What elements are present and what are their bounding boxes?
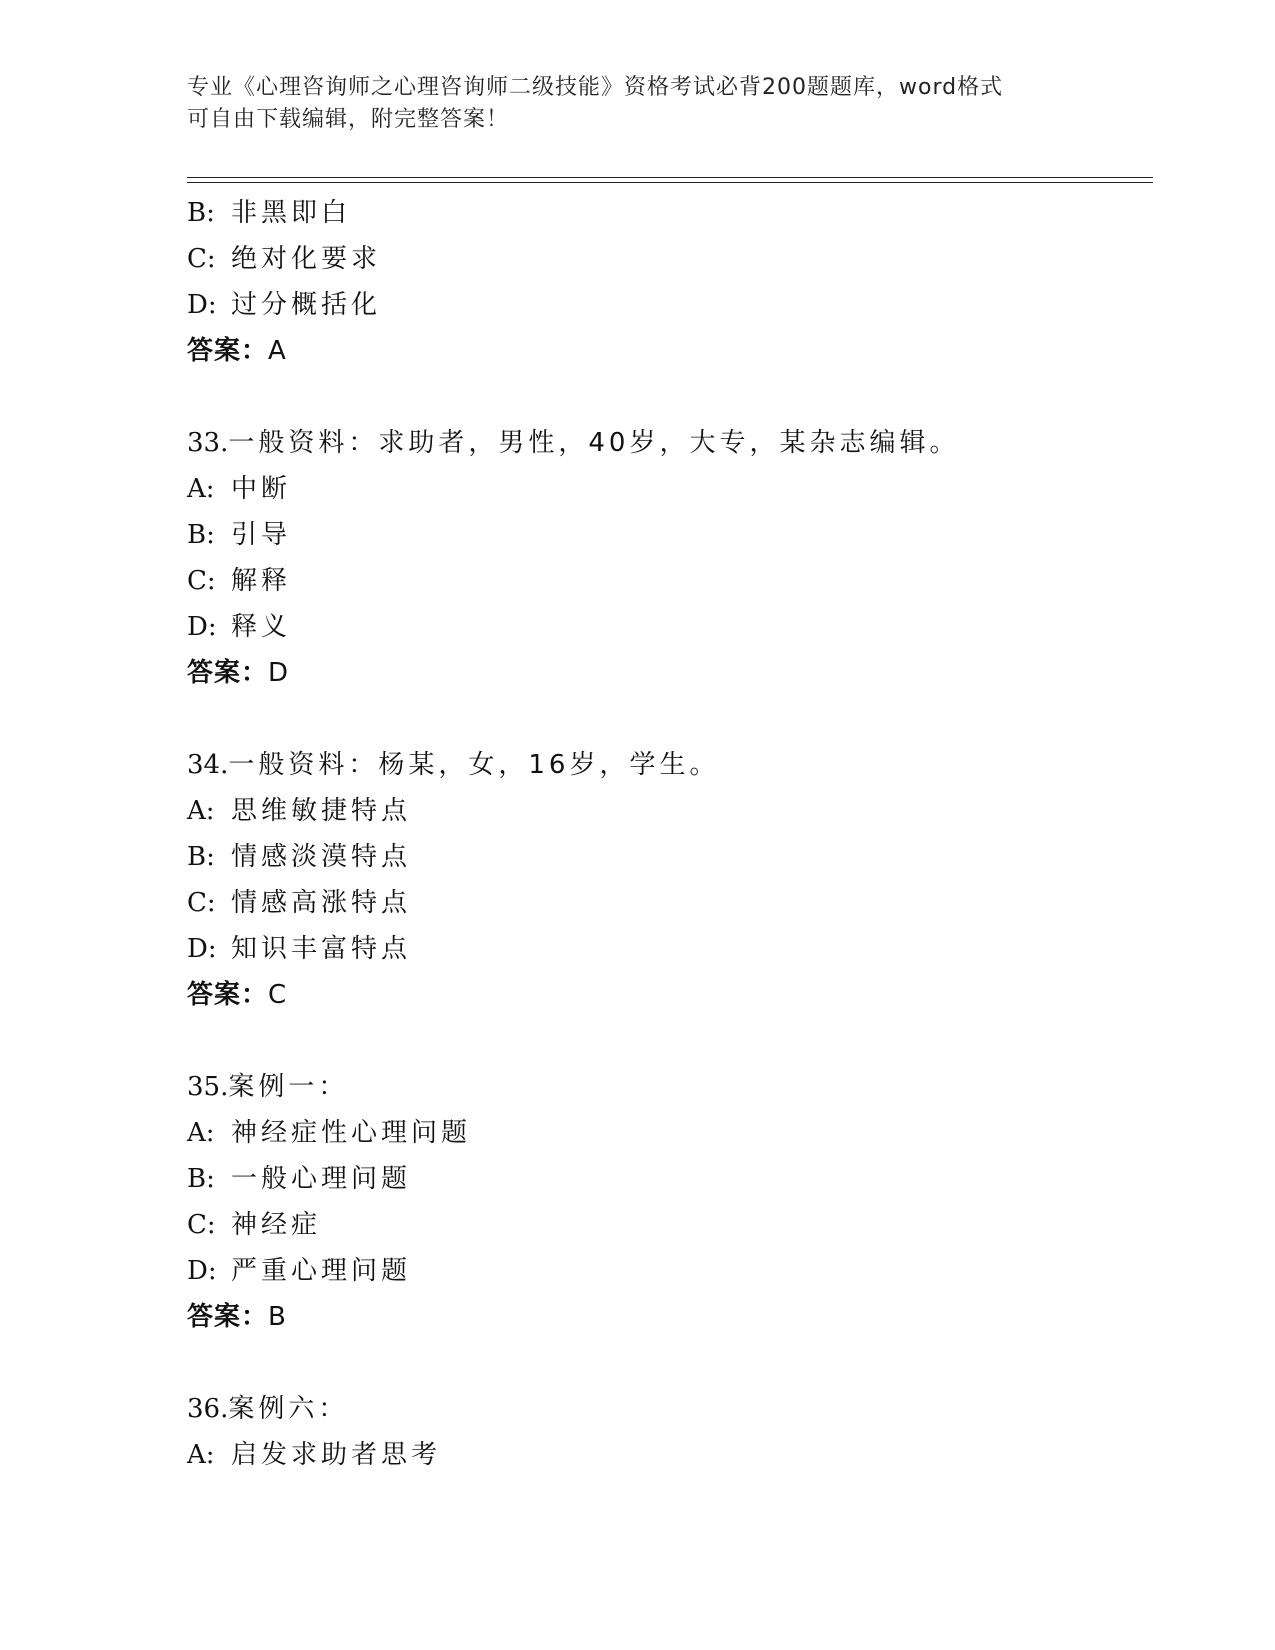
- option-text: 严重心理问题: [231, 1256, 412, 1286]
- option-letter: B:: [187, 842, 215, 872]
- question-35: [187, 1064, 1147, 1340]
- answer-row: [187, 1294, 1147, 1340]
- option-text: 启发求助者思考: [231, 1440, 442, 1470]
- option-letter: A:: [187, 796, 215, 826]
- option-letter: D:: [187, 1256, 217, 1286]
- option-text: 中断: [231, 474, 292, 504]
- option-text: 释义: [231, 612, 292, 642]
- question-stem: [187, 742, 1147, 788]
- question-33: [187, 420, 1147, 696]
- option-letter: B:: [187, 198, 215, 228]
- option-text: 非黑即白: [231, 198, 352, 228]
- question-stem: [187, 1064, 1147, 1110]
- answer-row: [187, 650, 1147, 696]
- question-number: 34.: [187, 750, 229, 780]
- option-letter: D:: [187, 612, 217, 642]
- option-letter: B:: [187, 520, 215, 550]
- answer-value: C: [268, 980, 288, 1010]
- answer-label: 答案：: [187, 1302, 269, 1332]
- option-text: 过分概括化: [231, 290, 382, 320]
- header-line-2: 可自由下载编辑，附完整答案！: [187, 107, 510, 132]
- option-letter: A:: [187, 1440, 215, 1470]
- option-row: [187, 1110, 1147, 1156]
- question-number: 35.: [187, 1072, 229, 1102]
- option-row: [187, 1156, 1147, 1202]
- option-letter: D:: [187, 934, 217, 964]
- option-row: [187, 604, 1147, 650]
- header-divider-bottom: [187, 182, 1153, 183]
- option-text: 情感高涨特点: [231, 888, 412, 918]
- question-stem: [187, 420, 1147, 466]
- spacer: [187, 696, 1147, 742]
- option-row: [187, 834, 1147, 880]
- option-row: [187, 788, 1147, 834]
- question-stem: [187, 1386, 1147, 1432]
- question-text: 案例一：: [228, 1072, 349, 1102]
- spacer: [187, 1340, 1147, 1386]
- option-text: 情感淡漠特点: [231, 842, 412, 872]
- answer-label: 答案：: [187, 658, 269, 688]
- option-row: [187, 926, 1147, 972]
- question-text: 一般资料：求助者，男性，40岁，大专，某杂志编辑。: [228, 428, 960, 458]
- option-row: [187, 880, 1147, 926]
- option-text: 解释: [231, 566, 292, 596]
- option-text: 神经症: [231, 1210, 322, 1240]
- option-row: [187, 1248, 1147, 1294]
- option-letter: B:: [187, 1164, 215, 1194]
- option-text: 知识丰富特点: [231, 934, 412, 964]
- option-row: [187, 190, 1147, 236]
- option-row: [187, 1432, 1147, 1478]
- option-letter: C:: [187, 566, 216, 596]
- answer-row: [187, 328, 1147, 374]
- question-text: 案例六：: [228, 1394, 349, 1424]
- option-letter: C:: [187, 244, 216, 274]
- option-row: [187, 512, 1147, 558]
- option-row: [187, 466, 1147, 512]
- option-row: [187, 558, 1147, 604]
- option-row: [187, 236, 1147, 282]
- answer-label: 答案：: [187, 980, 269, 1010]
- option-text: 神经症性心理问题: [231, 1118, 472, 1148]
- answer-value: D: [268, 658, 290, 688]
- option-text: 思维敏捷特点: [231, 796, 412, 826]
- answer-row: [187, 972, 1147, 1018]
- option-text: 一般心理问题: [231, 1164, 412, 1194]
- option-row: [187, 282, 1147, 328]
- option-letter: C:: [187, 1210, 216, 1240]
- spacer: [187, 374, 1147, 420]
- question-34: [187, 742, 1147, 1018]
- option-letter: D:: [187, 290, 217, 320]
- answer-value: B: [268, 1302, 287, 1332]
- question-continuation: [187, 190, 1147, 374]
- question-list: [187, 190, 1147, 1478]
- option-letter: A:: [187, 1118, 215, 1148]
- option-row: [187, 1202, 1147, 1248]
- question-36: [187, 1386, 1147, 1478]
- question-text: 一般资料：杨某，女，16岁，学生。: [228, 750, 720, 780]
- option-letter: A:: [187, 474, 215, 504]
- answer-label: 答案：: [187, 336, 269, 366]
- question-number: 33.: [187, 428, 229, 458]
- answer-value: A: [268, 336, 287, 366]
- question-number: 36.: [187, 1394, 229, 1424]
- option-letter: C:: [187, 888, 216, 918]
- spacer: [187, 1018, 1147, 1064]
- document-header: [187, 72, 1087, 136]
- option-text: 引导: [231, 520, 292, 550]
- header-divider-top: [187, 177, 1153, 178]
- header-line-1: 专业《心理咨询师之心理咨询师二级技能》资格考试必背200题题库，word格式: [187, 75, 1004, 100]
- option-text: 绝对化要求: [231, 244, 382, 274]
